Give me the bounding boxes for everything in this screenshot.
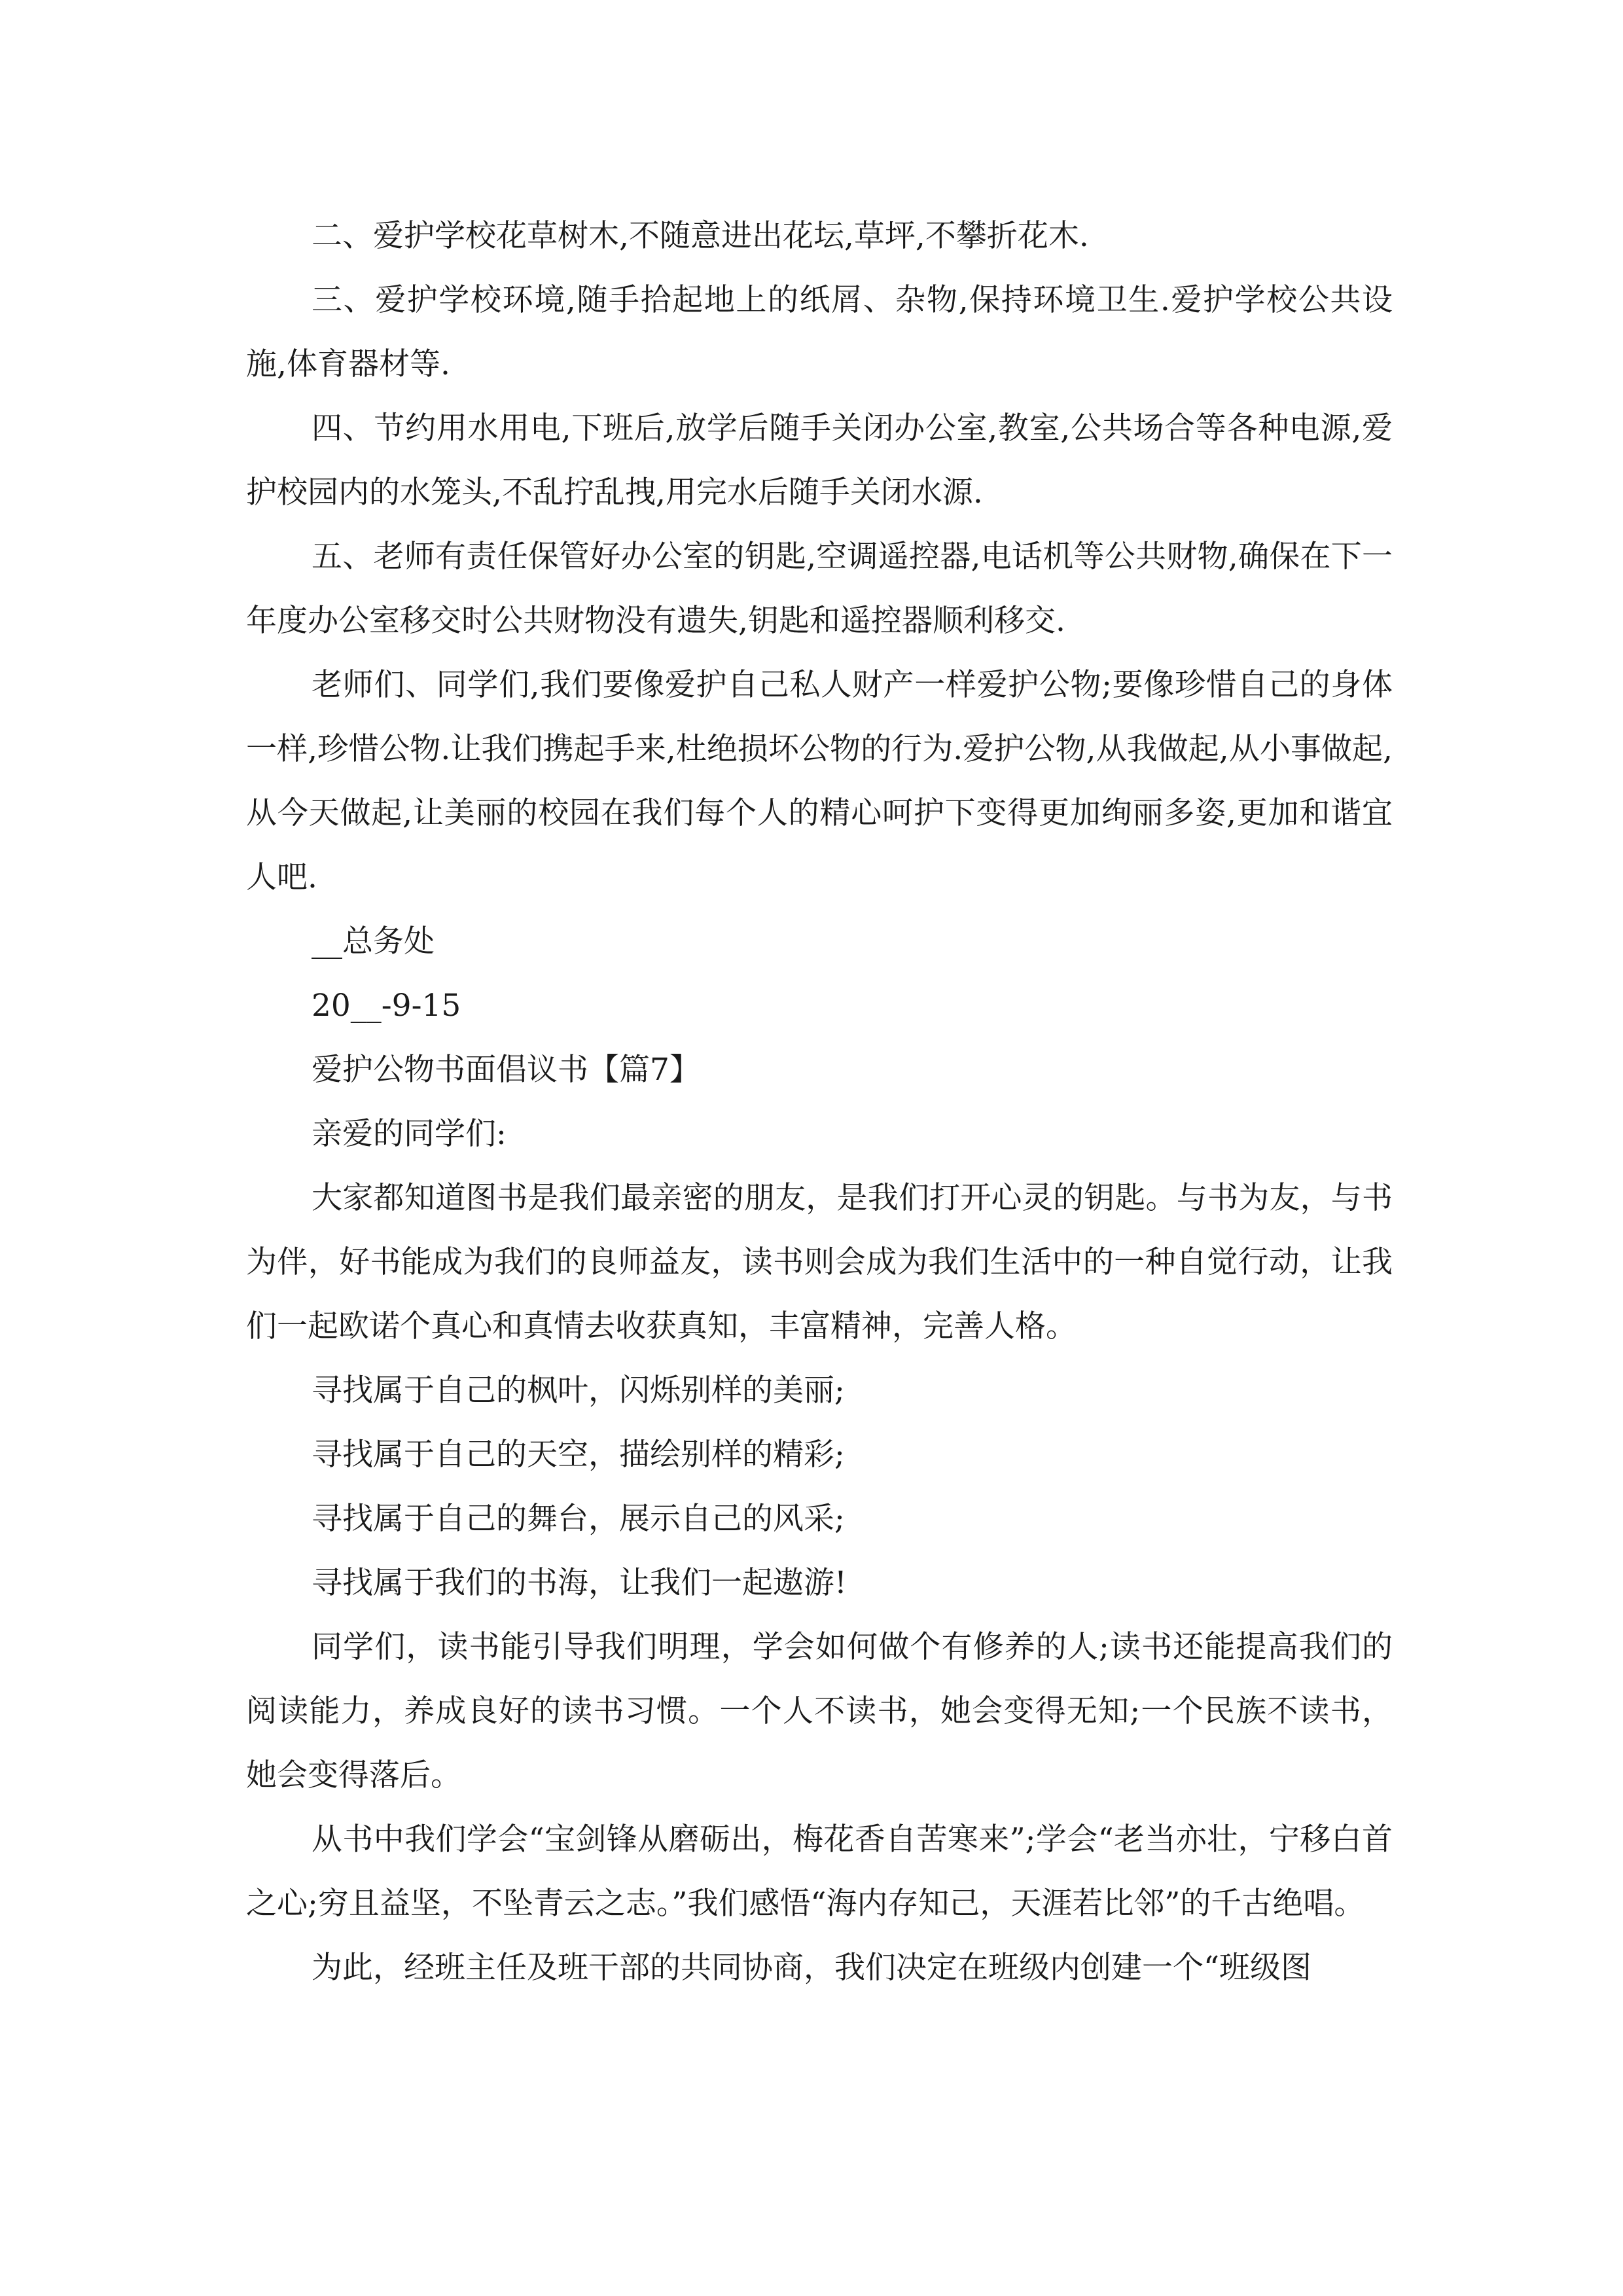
paragraph-proposal: 为此，经班主任及班干部的共同协商，我们决定在班级内创建一个“班级图 <box>312 1950 1312 1986</box>
paragraph-closing-appeal: 老师们、同学们,我们要像爱护自己私人财产一样爱护公物;要像珍惜自己的身体一样,珍惜公物.让我们携起手来,杜绝损坏公物的行为.爱护公物,从我做起,从小事做起,从今天做起,让美丽的校园在我们每个人的精心呵护下变得更加绚丽多姿,更加和谐宜人吧. <box>246 667 1393 895</box>
paragraph-item-5: 五、老师有责任保管好办公室的钥匙,空调遥控器,电话机等公共财物,确保在下一年度办公室移交时公共财物没有遗失,钥匙和遥控器顺利移交. <box>246 539 1393 639</box>
paragraph-item-3: 三、爱护学校环境,随手拾起地上的纸屑、杂物,保持环境卫生.爱护学校公共设施,体育器材等. <box>246 282 1393 382</box>
paragraph-intro: 大家都知道图书是我们最亲密的朋友，是我们打开心灵的钥匙。与书为友，与书为伴，好书能成为我们的良师益友，读书则会成为我们生活中的一种自觉行动，让我们一起欧诺个真心和真情去收获真知，丰富精神，完善人格。 <box>246 1180 1393 1344</box>
paragraph-item-2: 二、爱护学校花草树木,不随意进出花坛,草坪,不攀折花木. <box>312 218 1089 254</box>
signature-date: 20__-9-15 <box>312 988 461 1024</box>
paragraph-quotes: 从书中我们学会“宝剑锋从磨砺出，梅花香自苦寒来”;学会“老当亦壮，宁移白首之心;穷且益坚，不坠青云之志。”我们感悟“海内存知己，天涯若比邻”的千古绝唱。 <box>246 1821 1393 1922</box>
paragraph-item-4: 四、节约用水用电,下班后,放学后随手关闭办公室,教室,公共场合等各种电源,爱护校园内的水笼头,不乱拧乱拽,用完水后随手关闭水源. <box>246 410 1393 511</box>
verse-line-2: 寻找属于自己的天空，描绘别样的精彩; <box>312 1437 845 1473</box>
document-body <box>246 204 1393 2000</box>
signature-office: __总务处 <box>312 924 435 960</box>
section-heading: 爱护公物书面倡议书【篇7】 <box>312 1052 700 1088</box>
verse-line-4: 寻找属于我们的书海，让我们一起遨游! <box>312 1565 847 1601</box>
salutation: 亲爱的同学们: <box>312 1116 507 1152</box>
verse-line-3: 寻找属于自己的舞台，展示自己的风采; <box>312 1501 845 1537</box>
verse-line-1: 寻找属于自己的枫叶，闪烁别样的美丽; <box>312 1372 845 1408</box>
paragraph-reading-benefits: 同学们，读书能引导我们明理，学会如何做个有修养的人;读书还能提高我们的阅读能力，养成良好的读书习惯。一个人不读书，她会变得无知;一个民族不读书，她会变得落后。 <box>246 1629 1393 1793</box>
